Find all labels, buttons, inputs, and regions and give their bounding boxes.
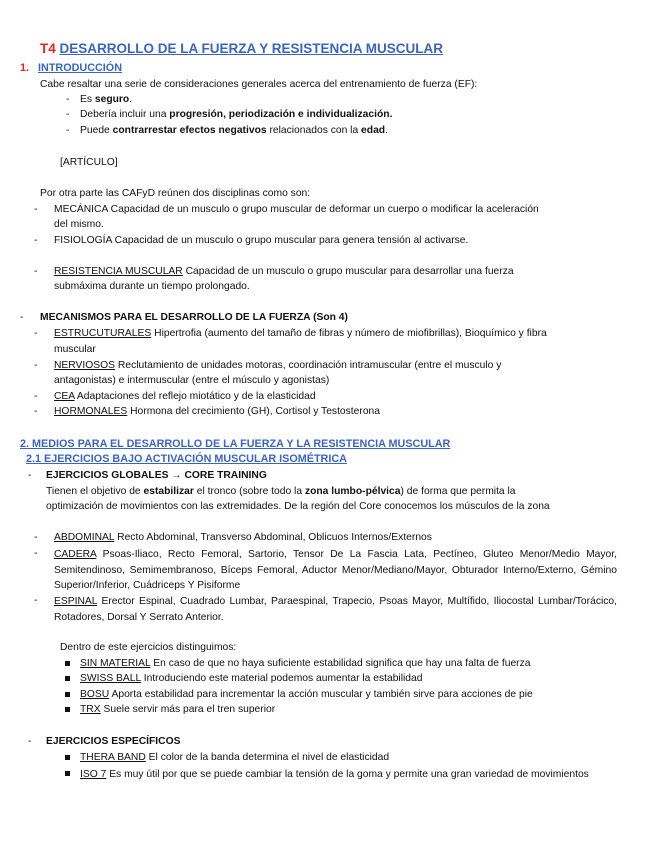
zone-espinal: ESPINAL Erector Espinal, Cuadrado Lumbar, Paraespinal, Trapecio, Psoas Mayor, Multífido, Iliocostal Lumbar/Torácico, Rotadores, Dorsal Y Serrato Anterior. bbox=[54, 596, 617, 623]
core-paragraph-line2: optimización de movimientos con las extremidades. De la región del Core conocemos los músculos de la zona bbox=[46, 501, 550, 512]
intro-paragraph: Cabe resaltar una serie de consideraciones generales acerca del entrenamiento de fuerza (EF): bbox=[40, 79, 478, 90]
spec-iso-7: ISO 7 Es muy útil por que se puede cambiar la tensión de la goma y permite una gran variedad de movimientos bbox=[80, 769, 589, 780]
dash-bullet: - bbox=[34, 328, 38, 339]
dash-bullet: - bbox=[34, 548, 38, 559]
dash-bullet: - bbox=[20, 312, 24, 323]
mechanism-estructurales: ESTRUCUTURALES Hipertrofia (aumento del tamaño de fibras y número de miofibrillas), Bioquímico y fibra bbox=[54, 328, 547, 339]
section-1-title: INTRODUCCIÓN bbox=[38, 62, 122, 74]
dash-bullet: - bbox=[34, 235, 38, 246]
zone-cadera: CADERA Psoas-Iliaco, Recto Femoral, Sartorio, Tensor De La Fascia Lata, Pectíneo, Gluteo Menor/Medio Mayor, Semitendinoso, Semimembranoso, Bíceps Femoral, Aductor Menor/Mediano/Mayor, Obturador Interno/Externo, Gémino Superior/Inferior, Cuádriceps Y Pisiforme bbox=[54, 549, 617, 592]
distinguish-paragraph: Dentro de este ejercicios distinguimos: bbox=[60, 642, 237, 653]
definition-mecanica-cont: del mismo. bbox=[54, 219, 104, 230]
cafyd-paragraph: Por otra parte las CAFyD reúnen dos disciplinas como son: bbox=[40, 188, 311, 199]
dash-bullet: - bbox=[34, 406, 38, 417]
square-bullet-icon bbox=[65, 707, 70, 712]
dash-bullet: - bbox=[28, 736, 32, 747]
dash-bullet: - bbox=[34, 391, 38, 402]
section-1-number: 1. bbox=[20, 62, 30, 74]
especificos-heading: EJERCICIOS ESPECÍFICOS bbox=[46, 736, 181, 747]
square-bullet-icon bbox=[65, 692, 70, 697]
globales-heading: EJERCICIOS GLOBALES → CORE TRAINING bbox=[46, 470, 267, 481]
mechanism-cea: CEA Adaptaciones del reflejo miotático y de la elasticidad bbox=[54, 391, 316, 402]
dash-bullet: - bbox=[34, 204, 38, 215]
section-2-heading: 2. MEDIOS PARA EL DESARROLLO DE LA FUERZA Y LA RESISTENCIA MUSCULAR bbox=[20, 438, 451, 450]
list-item: Es seguro. bbox=[80, 94, 133, 105]
spec-thera-band: THERA BAND El color de la banda determina el nivel de elasticidad bbox=[80, 752, 390, 763]
title-text: DESARROLLO DE LA FUERZA Y RESISTENCIA MUSCULAR bbox=[59, 41, 444, 56]
mechanism-hormonales: HORMONALES Hormona del crecimiento (GH), Cortisol y Testosterona bbox=[54, 406, 380, 417]
article-placeholder: [ARTÍCULO] bbox=[60, 157, 118, 168]
tool-sin-material: SIN MATERIAL En caso de que no haya suficiente estabilidad significa que hay una falta de fuerza bbox=[80, 658, 531, 669]
mechanisms-heading: MECANISMOS PARA EL DESARROLLO DE LA FUERZA (Son 4) bbox=[40, 312, 348, 323]
list-item: Puede contrarrestar efectos negativos relacionados con la edad. bbox=[80, 125, 388, 136]
section-1-heading bbox=[20, 61, 122, 75]
tool-bosu: BOSU Aporta estabilidad para incrementar la acción muscular y también sirve para acciones de pie bbox=[80, 689, 533, 700]
list-item: Debería incluir una progresión, periodización e individualización. bbox=[80, 109, 393, 120]
square-bullet-icon bbox=[65, 676, 70, 681]
mechanism-nerviosos-cont: antagonistas) e intermuscular (entre el músculo y agonistas) bbox=[54, 375, 330, 386]
square-bullet-icon bbox=[65, 755, 70, 760]
square-bullet-icon bbox=[65, 661, 70, 666]
mechanism-estructurales-cont: muscular bbox=[54, 344, 96, 355]
page-title bbox=[40, 40, 443, 58]
dash-bullet: - bbox=[34, 360, 38, 371]
section-2-1-heading: 2.1 EJERCICIOS BAJO ACTIVACIÓN MUSCULAR ISOMÉTRICA bbox=[26, 453, 347, 465]
dash-bullet: - bbox=[66, 109, 70, 120]
definition-mecanica: MECÁNICA Capacidad de un musculo o grupo muscular de deformar un cuerpo o modificar la aceleración bbox=[54, 204, 539, 215]
tool-swiss-ball: SWISS BALL Introduciendo este material podemos aumentar la estabilidad bbox=[80, 673, 423, 684]
dash-bullet: - bbox=[34, 532, 38, 543]
title-code: T4 bbox=[40, 41, 56, 56]
core-paragraph-line1: Tienen el objetivo de estabilizar el tronco (sobre todo la zona lumbo-pélvica) de forma que permita la bbox=[46, 486, 516, 497]
dash-bullet: - bbox=[66, 94, 70, 105]
definition-resistencia-cont: submáxima durante un tiempo prolongado. bbox=[54, 281, 250, 292]
tool-trx: TRX Suele servir más para el tren superior bbox=[80, 704, 276, 715]
dash-bullet: - bbox=[34, 266, 38, 277]
square-bullet-icon bbox=[65, 771, 70, 776]
definition-resistencia: RESISTENCIA MUSCULAR Capacidad de un musculo o grupo muscular para desarrollar una fuerza bbox=[54, 266, 514, 277]
zone-abdominal: ABDOMINAL Recto Abdominal, Transverso Abdominal, Oblicuos Internos/Externos bbox=[54, 532, 432, 543]
dash-bullet: - bbox=[34, 595, 38, 606]
definition-fisiologia: FISIOLOGÍA Capacidad de un musculo o grupo muscular para genera tensión al activarse. bbox=[54, 235, 469, 246]
dash-bullet: - bbox=[28, 470, 32, 481]
dash-bullet: - bbox=[66, 125, 70, 136]
mechanism-nerviosos: NERVIOSOS Reclutamiento de unidades motoras, coordinación intramuscular (entre el musculo y bbox=[54, 360, 502, 371]
